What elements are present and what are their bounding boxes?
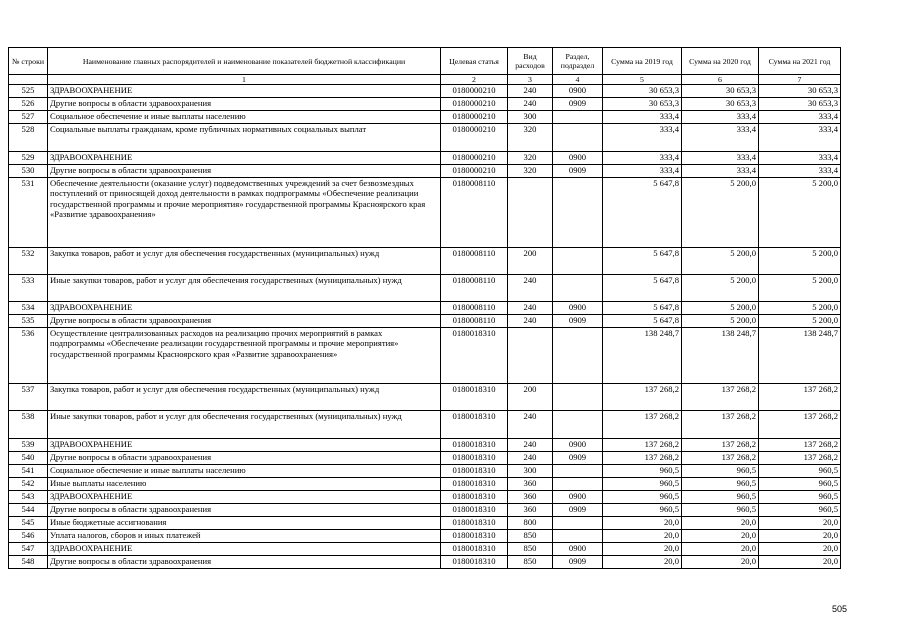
table-row <box>9 465 841 478</box>
row-target: 0180018310 <box>441 328 508 384</box>
row-section <box>553 124 603 152</box>
row-sum-2019: 137 268,2 <box>603 439 682 452</box>
row-sum-2021: 333,4 <box>759 124 841 152</box>
row-section <box>553 411 603 439</box>
row-section: 0900 <box>553 491 603 504</box>
row-num: 542 <box>9 478 48 491</box>
row-sum-2019: 333,4 <box>603 124 682 152</box>
row-sum-2019: 5 647,8 <box>603 248 682 275</box>
table-row <box>9 478 841 491</box>
row-name: Другие вопросы в области здравоохранения <box>48 556 441 569</box>
row-sum-2019: 20,0 <box>603 543 682 556</box>
row-target: 0180018310 <box>441 504 508 517</box>
page-number: 505 <box>832 604 848 614</box>
row-num: 544 <box>9 504 48 517</box>
row-target: 0180000210 <box>441 152 508 165</box>
row-num: 546 <box>9 530 48 543</box>
row-num: 535 <box>9 315 48 328</box>
table-row <box>9 491 841 504</box>
row-num: 543 <box>9 491 48 504</box>
row-sum-2021: 333,4 <box>759 165 841 178</box>
row-kind: 300 <box>508 111 553 124</box>
table-row <box>9 275 841 302</box>
row-sum-2021: 960,5 <box>759 478 841 491</box>
row-sum-2020: 138 248,7 <box>682 328 759 384</box>
row-num: 540 <box>9 452 48 465</box>
table-row <box>9 328 841 384</box>
row-sum-2020: 30 653,3 <box>682 85 759 98</box>
row-name: Закупка товаров, работ и услуг для обеспечения государственных (муниципальных) нужд <box>48 248 441 275</box>
row-num: 548 <box>9 556 48 569</box>
row-name: Социальные выплаты гражданам, кроме публичных нормативных социальных выплат <box>48 124 441 152</box>
row-num: 534 <box>9 302 48 315</box>
row-sum-2020: 20,0 <box>682 543 759 556</box>
row-section: 0909 <box>553 165 603 178</box>
row-sum-2021: 137 268,2 <box>759 411 841 439</box>
row-num: 541 <box>9 465 48 478</box>
row-section <box>553 530 603 543</box>
row-name: ЗДРАВООХРАНЕНИЕ <box>48 302 441 315</box>
row-target: 0180008110 <box>441 275 508 302</box>
row-sum-2020: 960,5 <box>682 491 759 504</box>
row-sum-2020: 137 268,2 <box>682 384 759 411</box>
row-target: 0180018310 <box>441 478 508 491</box>
row-section <box>553 275 603 302</box>
row-target: 0180000210 <box>441 165 508 178</box>
table-row <box>9 152 841 165</box>
row-num: 528 <box>9 124 48 152</box>
row-sum-2021: 30 653,3 <box>759 98 841 111</box>
row-sum-2021: 30 653,3 <box>759 85 841 98</box>
row-target: 0180018310 <box>441 465 508 478</box>
row-num: 536 <box>9 328 48 384</box>
row-sum-2021: 5 200,0 <box>759 275 841 302</box>
row-name: Другие вопросы в области здравоохранения <box>48 452 441 465</box>
row-section: 0900 <box>553 152 603 165</box>
row-sum-2020: 960,5 <box>682 504 759 517</box>
row-sum-2019: 137 268,2 <box>603 452 682 465</box>
row-target: 0180018310 <box>441 556 508 569</box>
row-num: 532 <box>9 248 48 275</box>
row-sum-2019: 137 268,2 <box>603 411 682 439</box>
row-kind: 850 <box>508 530 553 543</box>
table-row <box>9 248 841 275</box>
table-row <box>9 384 841 411</box>
row-sum-2019: 333,4 <box>603 152 682 165</box>
row-name: ЗДРАВООХРАНЕНИЕ <box>48 85 441 98</box>
header-kind: Вид расходов <box>508 48 553 75</box>
row-name: Другие вопросы в области здравоохранения <box>48 165 441 178</box>
header-target: Целевая статья <box>441 48 508 75</box>
row-kind: 240 <box>508 85 553 98</box>
row-sum-2019: 5 647,8 <box>603 302 682 315</box>
colnum: 6 <box>682 75 759 85</box>
row-target: 0180018310 <box>441 384 508 411</box>
row-sum-2019: 30 653,3 <box>603 85 682 98</box>
row-target: 0180008110 <box>441 315 508 328</box>
colnum <box>9 75 48 85</box>
row-num: 527 <box>9 111 48 124</box>
row-kind: 320 <box>508 165 553 178</box>
table-row <box>9 439 841 452</box>
row-target: 0180000210 <box>441 85 508 98</box>
row-sum-2020: 137 268,2 <box>682 452 759 465</box>
colnum: 4 <box>553 75 603 85</box>
table-row <box>9 315 841 328</box>
row-target: 0180000210 <box>441 111 508 124</box>
row-sum-2020: 333,4 <box>682 124 759 152</box>
row-kind: 360 <box>508 478 553 491</box>
row-sum-2020: 137 268,2 <box>682 411 759 439</box>
column-number-row <box>9 75 841 85</box>
row-sum-2019: 960,5 <box>603 491 682 504</box>
row-kind: 200 <box>508 384 553 411</box>
row-target: 0180018310 <box>441 517 508 530</box>
row-sum-2019: 5 647,8 <box>603 178 682 248</box>
row-sum-2021: 137 268,2 <box>759 384 841 411</box>
row-name: Обеспечение деятельности (оказание услуг) подведомственных учреждений за счет безвозмездных поступлений от приносящей доход деятельности в рамках подпрограммы «Обеспечение реализации государственной программы и прочие мероприятия» государственной программы Красноярского края «Развитие здравоохранения» <box>48 178 441 248</box>
row-section <box>553 478 603 491</box>
row-num: 538 <box>9 411 48 439</box>
row-num: 539 <box>9 439 48 452</box>
row-kind: 850 <box>508 556 553 569</box>
row-target: 0180000210 <box>441 98 508 111</box>
colnum: 1 <box>48 75 441 85</box>
row-sum-2020: 960,5 <box>682 478 759 491</box>
row-section: 0909 <box>553 452 603 465</box>
row-num: 537 <box>9 384 48 411</box>
table-body <box>9 85 841 569</box>
row-target: 0180018310 <box>441 543 508 556</box>
row-target: 0180018310 <box>441 439 508 452</box>
row-name: Социальное обеспечение и иные выплаты населению <box>48 111 441 124</box>
row-sum-2020: 30 653,3 <box>682 98 759 111</box>
row-kind: 240 <box>508 302 553 315</box>
colnum: 7 <box>759 75 841 85</box>
row-sum-2021: 20,0 <box>759 556 841 569</box>
colnum: 5 <box>603 75 682 85</box>
row-name: Иные закупки товаров, работ и услуг для обеспечения государственных (муниципальных) нужд <box>48 275 441 302</box>
row-sum-2020: 5 200,0 <box>682 302 759 315</box>
table-row <box>9 504 841 517</box>
row-sum-2019: 960,5 <box>603 478 682 491</box>
header-row <box>9 48 841 75</box>
row-sum-2019: 333,4 <box>603 165 682 178</box>
row-kind: 240 <box>508 452 553 465</box>
row-kind <box>508 178 553 248</box>
row-sum-2021: 960,5 <box>759 504 841 517</box>
row-sum-2021: 5 200,0 <box>759 248 841 275</box>
row-num: 547 <box>9 543 48 556</box>
table-row <box>9 411 841 439</box>
row-sum-2020: 5 200,0 <box>682 275 759 302</box>
row-kind: 200 <box>508 248 553 275</box>
row-name: Другие вопросы в области здравоохранения <box>48 504 441 517</box>
row-target: 0180018310 <box>441 411 508 439</box>
row-section <box>553 178 603 248</box>
row-name: Иные бюджетные ассигнования <box>48 517 441 530</box>
header-sum-2020: Сумма на 2020 год <box>682 48 759 75</box>
row-name: Другие вопросы в области здравоохранения <box>48 98 441 111</box>
row-sum-2021: 137 268,2 <box>759 439 841 452</box>
table-row <box>9 302 841 315</box>
row-sum-2020: 960,5 <box>682 465 759 478</box>
row-name: Осуществление централизованных расходов на реализацию прочих мероприятий в рамках подпрограммы «Обеспечение реализации государственной программы и прочие мероприятия» государственной программы Красноярского края «Развитие здравоохранения» <box>48 328 441 384</box>
row-kind: 240 <box>508 411 553 439</box>
row-target: 0180008110 <box>441 178 508 248</box>
row-section <box>553 517 603 530</box>
row-name: Закупка товаров, работ и услуг для обеспечения государственных (муниципальных) нужд <box>48 384 441 411</box>
row-target: 0180008110 <box>441 248 508 275</box>
table-row <box>9 124 841 152</box>
row-sum-2021: 5 200,0 <box>759 315 841 328</box>
row-sum-2020: 137 268,2 <box>682 439 759 452</box>
row-kind: 240 <box>508 98 553 111</box>
row-sum-2021: 20,0 <box>759 517 841 530</box>
table-row <box>9 178 841 248</box>
row-section: 0909 <box>553 556 603 569</box>
row-sum-2021: 333,4 <box>759 152 841 165</box>
row-sum-2019: 30 653,3 <box>603 98 682 111</box>
row-kind: 800 <box>508 517 553 530</box>
table-row <box>9 165 841 178</box>
row-sum-2019: 333,4 <box>603 111 682 124</box>
row-sum-2021: 333,4 <box>759 111 841 124</box>
table-row <box>9 530 841 543</box>
header-name: Наименование главных распорядителей и наименование показателей бюджетной классификации <box>48 48 441 75</box>
row-sum-2019: 20,0 <box>603 530 682 543</box>
header-sum-2021: Сумма на 2021 год <box>759 48 841 75</box>
colnum: 3 <box>508 75 553 85</box>
row-name: Иные выплаты населению <box>48 478 441 491</box>
row-kind: 240 <box>508 439 553 452</box>
row-name: ЗДРАВООХРАНЕНИЕ <box>48 543 441 556</box>
row-num: 545 <box>9 517 48 530</box>
row-kind: 240 <box>508 315 553 328</box>
row-section <box>553 384 603 411</box>
row-kind: 240 <box>508 275 553 302</box>
row-sum-2020: 20,0 <box>682 530 759 543</box>
row-sum-2019: 138 248,7 <box>603 328 682 384</box>
row-sum-2020: 5 200,0 <box>682 248 759 275</box>
row-name: Уплата налогов, сборов и иных платежей <box>48 530 441 543</box>
row-section: 0900 <box>553 439 603 452</box>
row-num: 530 <box>9 165 48 178</box>
row-section: 0909 <box>553 315 603 328</box>
row-section <box>553 111 603 124</box>
row-section <box>553 248 603 275</box>
row-section: 0909 <box>553 504 603 517</box>
row-sum-2021: 960,5 <box>759 491 841 504</box>
row-name: ЗДРАВООХРАНЕНИЕ <box>48 152 441 165</box>
row-name: Социальное обеспечение и иные выплаты населению <box>48 465 441 478</box>
header-section: Раздел, подраздел <box>553 48 603 75</box>
row-num: 525 <box>9 85 48 98</box>
row-sum-2021: 20,0 <box>759 543 841 556</box>
row-target: 0180018310 <box>441 491 508 504</box>
row-sum-2020: 333,4 <box>682 111 759 124</box>
row-sum-2019: 960,5 <box>603 465 682 478</box>
table-row <box>9 85 841 98</box>
row-name: ЗДРАВООХРАНЕНИЕ <box>48 439 441 452</box>
header-sum-2019: Сумма на 2019 год <box>603 48 682 75</box>
row-target: 0180018310 <box>441 530 508 543</box>
table-row <box>9 98 841 111</box>
row-sum-2019: 20,0 <box>603 556 682 569</box>
row-sum-2019: 137 268,2 <box>603 384 682 411</box>
table-row <box>9 543 841 556</box>
row-kind: 360 <box>508 491 553 504</box>
row-kind: 320 <box>508 124 553 152</box>
row-num: 533 <box>9 275 48 302</box>
row-sum-2020: 333,4 <box>682 152 759 165</box>
budget-table <box>8 47 841 569</box>
row-kind: 850 <box>508 543 553 556</box>
row-num: 526 <box>9 98 48 111</box>
row-section <box>553 328 603 384</box>
row-sum-2021: 960,5 <box>759 465 841 478</box>
row-sum-2019: 20,0 <box>603 517 682 530</box>
row-sum-2020: 20,0 <box>682 517 759 530</box>
row-target: 0180018310 <box>441 452 508 465</box>
row-sum-2021: 138 248,7 <box>759 328 841 384</box>
row-section: 0900 <box>553 302 603 315</box>
row-sum-2019: 5 647,8 <box>603 275 682 302</box>
row-section <box>553 465 603 478</box>
table-row <box>9 452 841 465</box>
header-num: № строки <box>9 48 48 75</box>
row-name: Иные закупки товаров, работ и услуг для обеспечения государственных (муниципальных) нужд <box>48 411 441 439</box>
colnum: 2 <box>441 75 508 85</box>
row-sum-2020: 333,4 <box>682 165 759 178</box>
row-sum-2020: 5 200,0 <box>682 315 759 328</box>
row-sum-2019: 960,5 <box>603 504 682 517</box>
row-sum-2020: 5 200,0 <box>682 178 759 248</box>
row-section: 0909 <box>553 98 603 111</box>
row-sum-2021: 5 200,0 <box>759 178 841 248</box>
table-row <box>9 517 841 530</box>
row-sum-2021: 20,0 <box>759 530 841 543</box>
row-kind: 360 <box>508 504 553 517</box>
row-sum-2020: 20,0 <box>682 556 759 569</box>
row-sum-2019: 5 647,8 <box>603 315 682 328</box>
row-sum-2021: 137 268,2 <box>759 452 841 465</box>
table-row <box>9 556 841 569</box>
row-kind <box>508 328 553 384</box>
row-name: Другие вопросы в области здравоохранения <box>48 315 441 328</box>
row-target: 0180000210 <box>441 124 508 152</box>
row-kind: 320 <box>508 152 553 165</box>
row-sum-2021: 5 200,0 <box>759 302 841 315</box>
row-kind: 300 <box>508 465 553 478</box>
row-num: 531 <box>9 178 48 248</box>
row-section: 0900 <box>553 543 603 556</box>
table-row <box>9 111 841 124</box>
row-section: 0900 <box>553 85 603 98</box>
row-target: 0180008110 <box>441 302 508 315</box>
row-num: 529 <box>9 152 48 165</box>
row-name: ЗДРАВООХРАНЕНИЕ <box>48 491 441 504</box>
